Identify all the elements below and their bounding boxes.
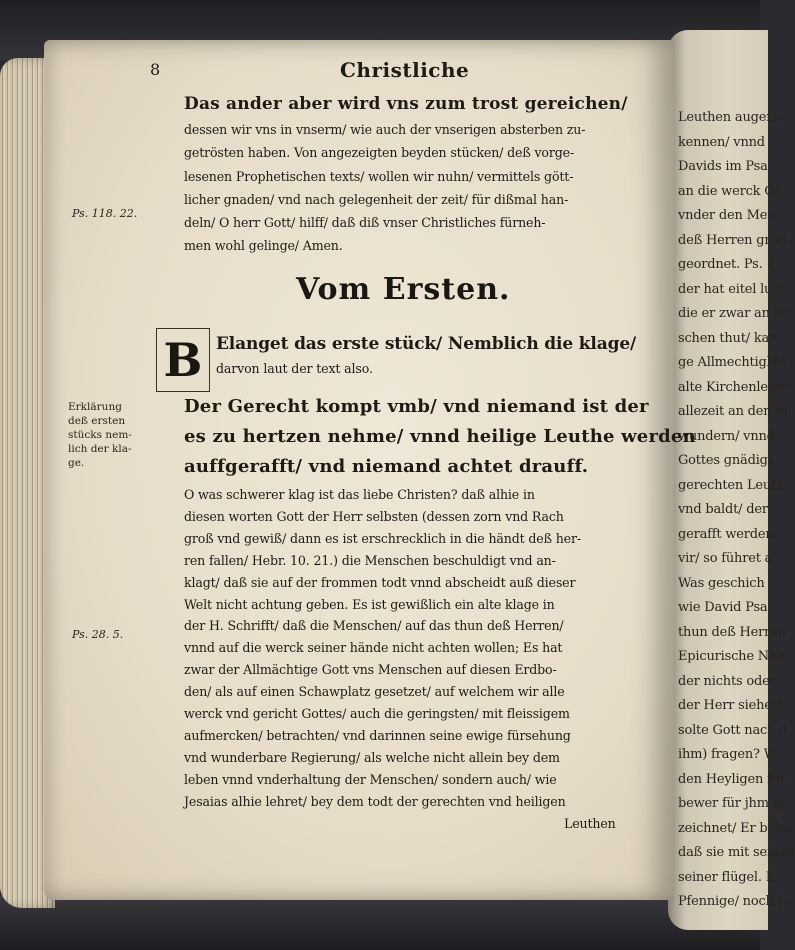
right-page-line: allezeit an den m xyxy=(678,404,788,419)
intro-paragraph xyxy=(184,90,644,258)
right-page-line: thun deß Herren xyxy=(678,624,786,640)
initial-letter: B xyxy=(163,333,203,387)
margin-note-line: ge. xyxy=(68,457,85,469)
intro-line: lesenen Prophetischen texts/ wollen wir nuhn/ vermittels gött- xyxy=(184,168,574,184)
page-number: 8 xyxy=(150,60,161,79)
right-page-line: vnder den Men xyxy=(678,208,776,223)
right-page-line: der Herr siehets xyxy=(678,698,784,713)
right-page-line: vir/ so führet a xyxy=(678,551,773,566)
running-head: Christliche xyxy=(340,58,470,82)
scripture-quote xyxy=(184,392,696,482)
right-page-line: wundern/ vnnd xyxy=(678,428,775,444)
body-line: diesen worten Gott der Herr selbsten (dessen zorn vnd Rach xyxy=(184,508,564,524)
body-line: ren fallen/ Hebr. 10. 21.) die Menschen beschuldigt vnd an- xyxy=(184,552,556,568)
body-line: klagt/ daß sie auf der frommen todt vnnd abscheidt auß dieser xyxy=(184,574,576,590)
body-line: vnd wunderbare Regierung/ als welche nicht allein bey dem xyxy=(184,749,560,765)
right-page-line: den Heyligen für xyxy=(678,771,786,787)
right-page-line: zeichnet/ Er behü xyxy=(678,820,792,836)
body-line: O was schwerer klag ist das liebe Christen? daß alhie in xyxy=(184,487,535,502)
intro-line: licher gnaden/ vnd nach gelegenheit der zeit/ für dißmal han- xyxy=(184,191,569,207)
opening-paragraph xyxy=(216,330,636,380)
margin-note-line: lich der kla- xyxy=(68,443,132,455)
margin-note-line: deß ersten xyxy=(68,415,126,427)
decorated-initial xyxy=(156,328,210,392)
opening-line: darvon laut der text also. xyxy=(216,361,373,376)
margin-note-line: Erklärung xyxy=(68,401,122,413)
right-page-line: bewer für jhm ge xyxy=(678,796,789,811)
background-bottom xyxy=(0,895,760,950)
body-line: den/ als auf einen Schawplatz gesetzet/ auf welchem wir alle xyxy=(184,684,565,700)
right-page-line: vnd baldt/ der xyxy=(678,502,768,517)
right-page-line: schen thut/ kan xyxy=(678,330,778,346)
intro-line: getrösten haben. Von angezeigten beyden stücken/ deß vorge- xyxy=(184,145,575,161)
right-page-line: ihm) fragen? W xyxy=(678,747,777,762)
right-page-line: Pfennige/ noch fe xyxy=(678,894,790,909)
right-page-line: der nichts oder xyxy=(678,673,776,689)
right-page-line: an die werck Go xyxy=(678,183,783,199)
right-page-line: die er zwar an all xyxy=(678,306,790,321)
right-page-line: Gottes gnädige xyxy=(678,453,776,468)
right-page-line: seiner flügel. K xyxy=(678,869,776,885)
right-page-line: gerechten Leuth xyxy=(678,477,785,493)
margin-reference-ps118: Ps. 118. 22. xyxy=(72,207,138,220)
right-page-line: Was geschich xyxy=(678,575,765,591)
body-line: aufmercken/ betrachten/ vnd darinnen seine ewige fürsehung xyxy=(184,727,571,743)
right-page-line: solte Gott nach d xyxy=(678,722,788,738)
right-page-line: wie David Psa xyxy=(678,600,768,615)
right-page-line: Epicurische Nab xyxy=(678,649,785,664)
margin-note-erklaerung xyxy=(68,400,132,470)
quote-line: es zu hertzen nehme/ vnnd heilige Leuthe werden xyxy=(184,426,696,447)
right-page-line: Davids im Psa xyxy=(678,159,768,174)
right-page-line: Leuthen augens xyxy=(678,110,781,125)
right-page-line: kennen/ vnnd xyxy=(678,134,765,150)
intro-line: deln/ O herr Gott/ hilff/ daß diß vnser Christliches fürneh- xyxy=(184,215,546,231)
intro-line: Das ander aber wird vns zum trost gereichen/ xyxy=(184,94,628,114)
body-line: Welt nicht achtung geben. Es ist gewißlich ein alte klage in xyxy=(184,596,555,612)
quote-line: Der Gerecht kompt vmb/ vnd niemand ist der xyxy=(184,396,649,417)
right-page-line: der hat eitel lust xyxy=(678,281,784,297)
section-heading: Vom Ersten. xyxy=(296,272,511,307)
intro-line: men wohl gelinge/ Amen. xyxy=(184,238,343,254)
intro-line: dessen wir vns in vnserm/ wie auch der vnserigen absterben zu- xyxy=(184,122,586,137)
body-line: zwar der Allmächtige Gott vns Menschen auf diesen Erdbo- xyxy=(184,662,557,678)
margin-note-line: stücks nem- xyxy=(68,429,132,441)
right-page-line: daß sie mit seinen xyxy=(678,845,795,860)
body-line: vnnd auf die werck seiner hände nicht achten wollen; Es hat xyxy=(184,640,563,656)
margin-reference-ps28: Ps. 28. 5. xyxy=(72,628,124,641)
body-line: der H. Schrifft/ daß die Menschen/ auf das thun deß Herren/ xyxy=(184,618,564,634)
body-line: groß vnd gewiß/ dann es ist erschrecklich in die händt deß her- xyxy=(184,530,581,546)
opening-line: Elanget das erste stück/ Nemblich die klage/ xyxy=(216,334,637,354)
body-line: werck vnd gericht Gottes/ auch die geringsten/ mit fleissigem xyxy=(184,706,570,722)
right-page-line: alte Kirchenlehre xyxy=(678,379,790,395)
catchword: Leuthen xyxy=(564,815,616,831)
right-page-line: gerafft werden/ xyxy=(678,526,778,542)
body-line: leben vnnd vnderhaltung der Menschen/ sondern auch/ wie xyxy=(184,771,557,787)
right-page-line: deß Herren groß xyxy=(678,232,787,248)
right-page-line: geordnet. Ps. 1 xyxy=(678,257,775,272)
quote-line: auffgerafft/ vnd niemand achtet drauff. xyxy=(184,456,589,477)
right-page-line: ge Allmechtigkei xyxy=(678,355,786,370)
body-line: Jesaias alhie lehret/ bey dem todt der gerechten vnd heiligen xyxy=(184,793,566,809)
body-paragraph xyxy=(184,484,616,835)
